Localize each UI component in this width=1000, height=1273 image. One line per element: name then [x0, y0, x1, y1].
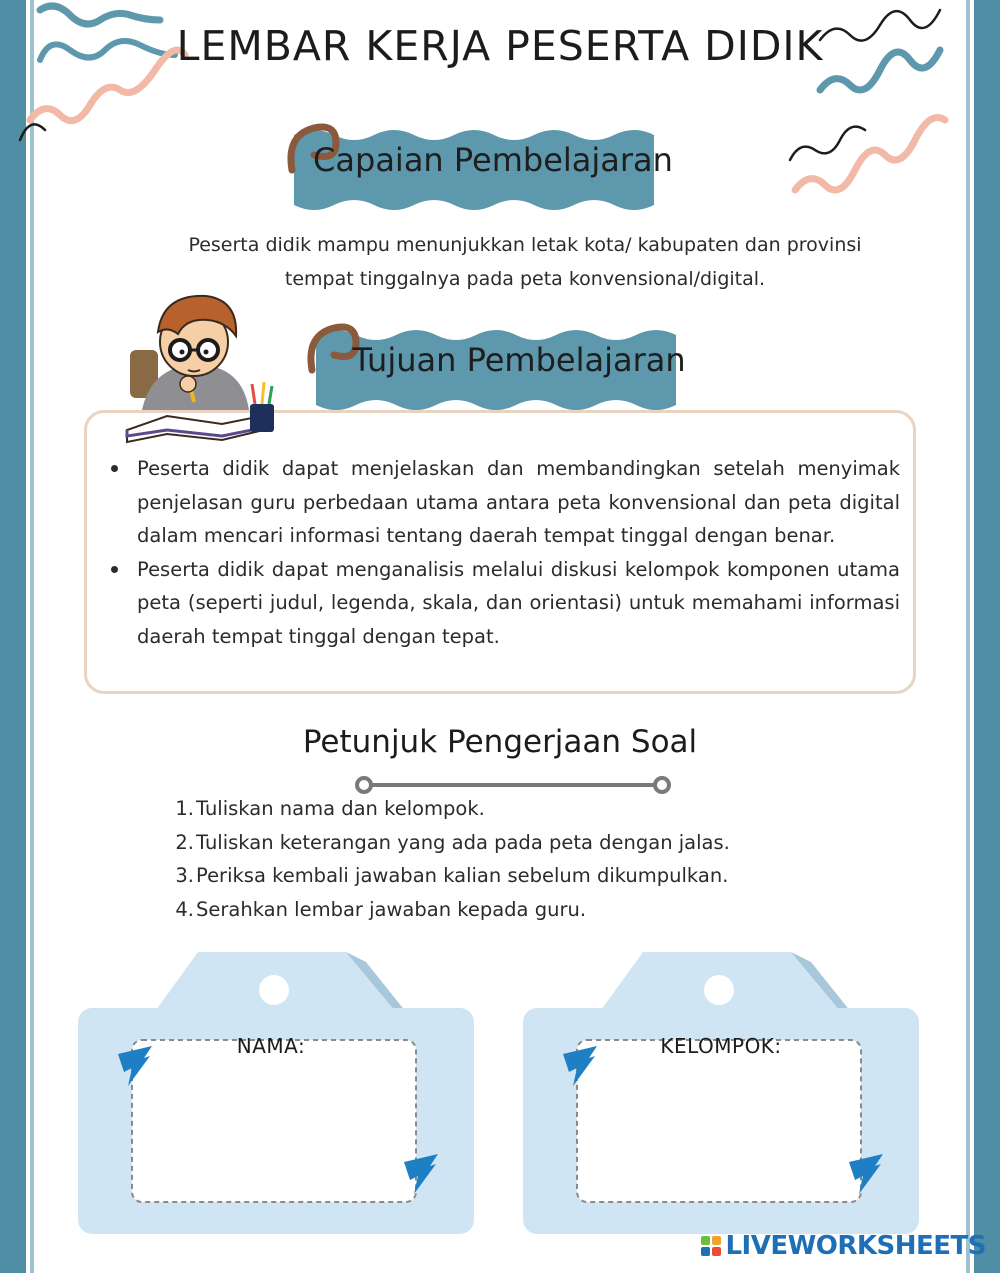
petunjuk-steps [172, 792, 730, 926]
student-illustration [122, 292, 282, 452]
kelompok-label: KELOMPOK: [660, 1034, 782, 1058]
step-number: 3. [175, 864, 194, 887]
capaian-heading: Capaian Pembelajaran [313, 141, 673, 179]
brand-name: LIVEWORKSHEETS [725, 1231, 986, 1261]
tujuan-banner [302, 305, 698, 415]
liveworksheets-logo[interactable] [701, 1231, 986, 1261]
step-number: 4. [175, 897, 194, 921]
tujuan-list [105, 452, 900, 653]
nama-input-area[interactable] [138, 1070, 410, 1196]
step-item [172, 792, 730, 826]
nama-label: NAMA: [236, 1034, 306, 1058]
tujuan-item: Peserta didik dapat menganalisis melalui diskusi kelompok komponen utama peta (seperti judul, legenda, skala, dan orientasi) untuk memahami informasi daerah tempat tinggal dengan tepat. [105, 553, 900, 654]
step-item [172, 859, 730, 893]
capaian-text [150, 228, 900, 296]
liveworksheets-icon [701, 1236, 721, 1256]
step-text: Tuliskan keterangan yang ada pada peta dengan jalas. [196, 830, 730, 854]
capaian-text-line2: tempat tinggalnya pada peta konvensional/digital. [284, 268, 766, 290]
kelompok-input-area[interactable] [583, 1070, 855, 1196]
kelompok-tag [523, 950, 923, 1235]
capaian-text-line1: Peserta didik mampu menunjukkan letak kota/ kabupaten dan provinsi [188, 234, 862, 256]
step-item [172, 826, 730, 860]
nama-tag [78, 950, 478, 1235]
tujuan-item: Peserta didik dapat menjelaskan dan membandingkan setelah menyimak penjelasan guru perbedaan utama antara peta konvensional dan peta digital dalam mencari informasi tentang daerah tempat tinggal dengan benar. [105, 452, 900, 553]
page-title: LEMBAR KERJA PESERTA DIDIK [176, 22, 824, 70]
step-text: Serahkan lembar jawaban kepada guru. [196, 897, 587, 921]
step-number: 2. [175, 830, 194, 854]
step-item [172, 893, 730, 927]
tujuan-heading: Tujuan Pembelajaran [352, 341, 686, 379]
step-number: 1. [175, 797, 194, 820]
step-text: Tuliskan nama dan kelompok. [196, 797, 485, 820]
capaian-banner [282, 105, 674, 215]
petunjuk-heading: Petunjuk Pengerjaan Soal [302, 724, 698, 760]
step-text: Periksa kembali jawaban kalian sebelum dikumpulkan. [196, 864, 729, 887]
